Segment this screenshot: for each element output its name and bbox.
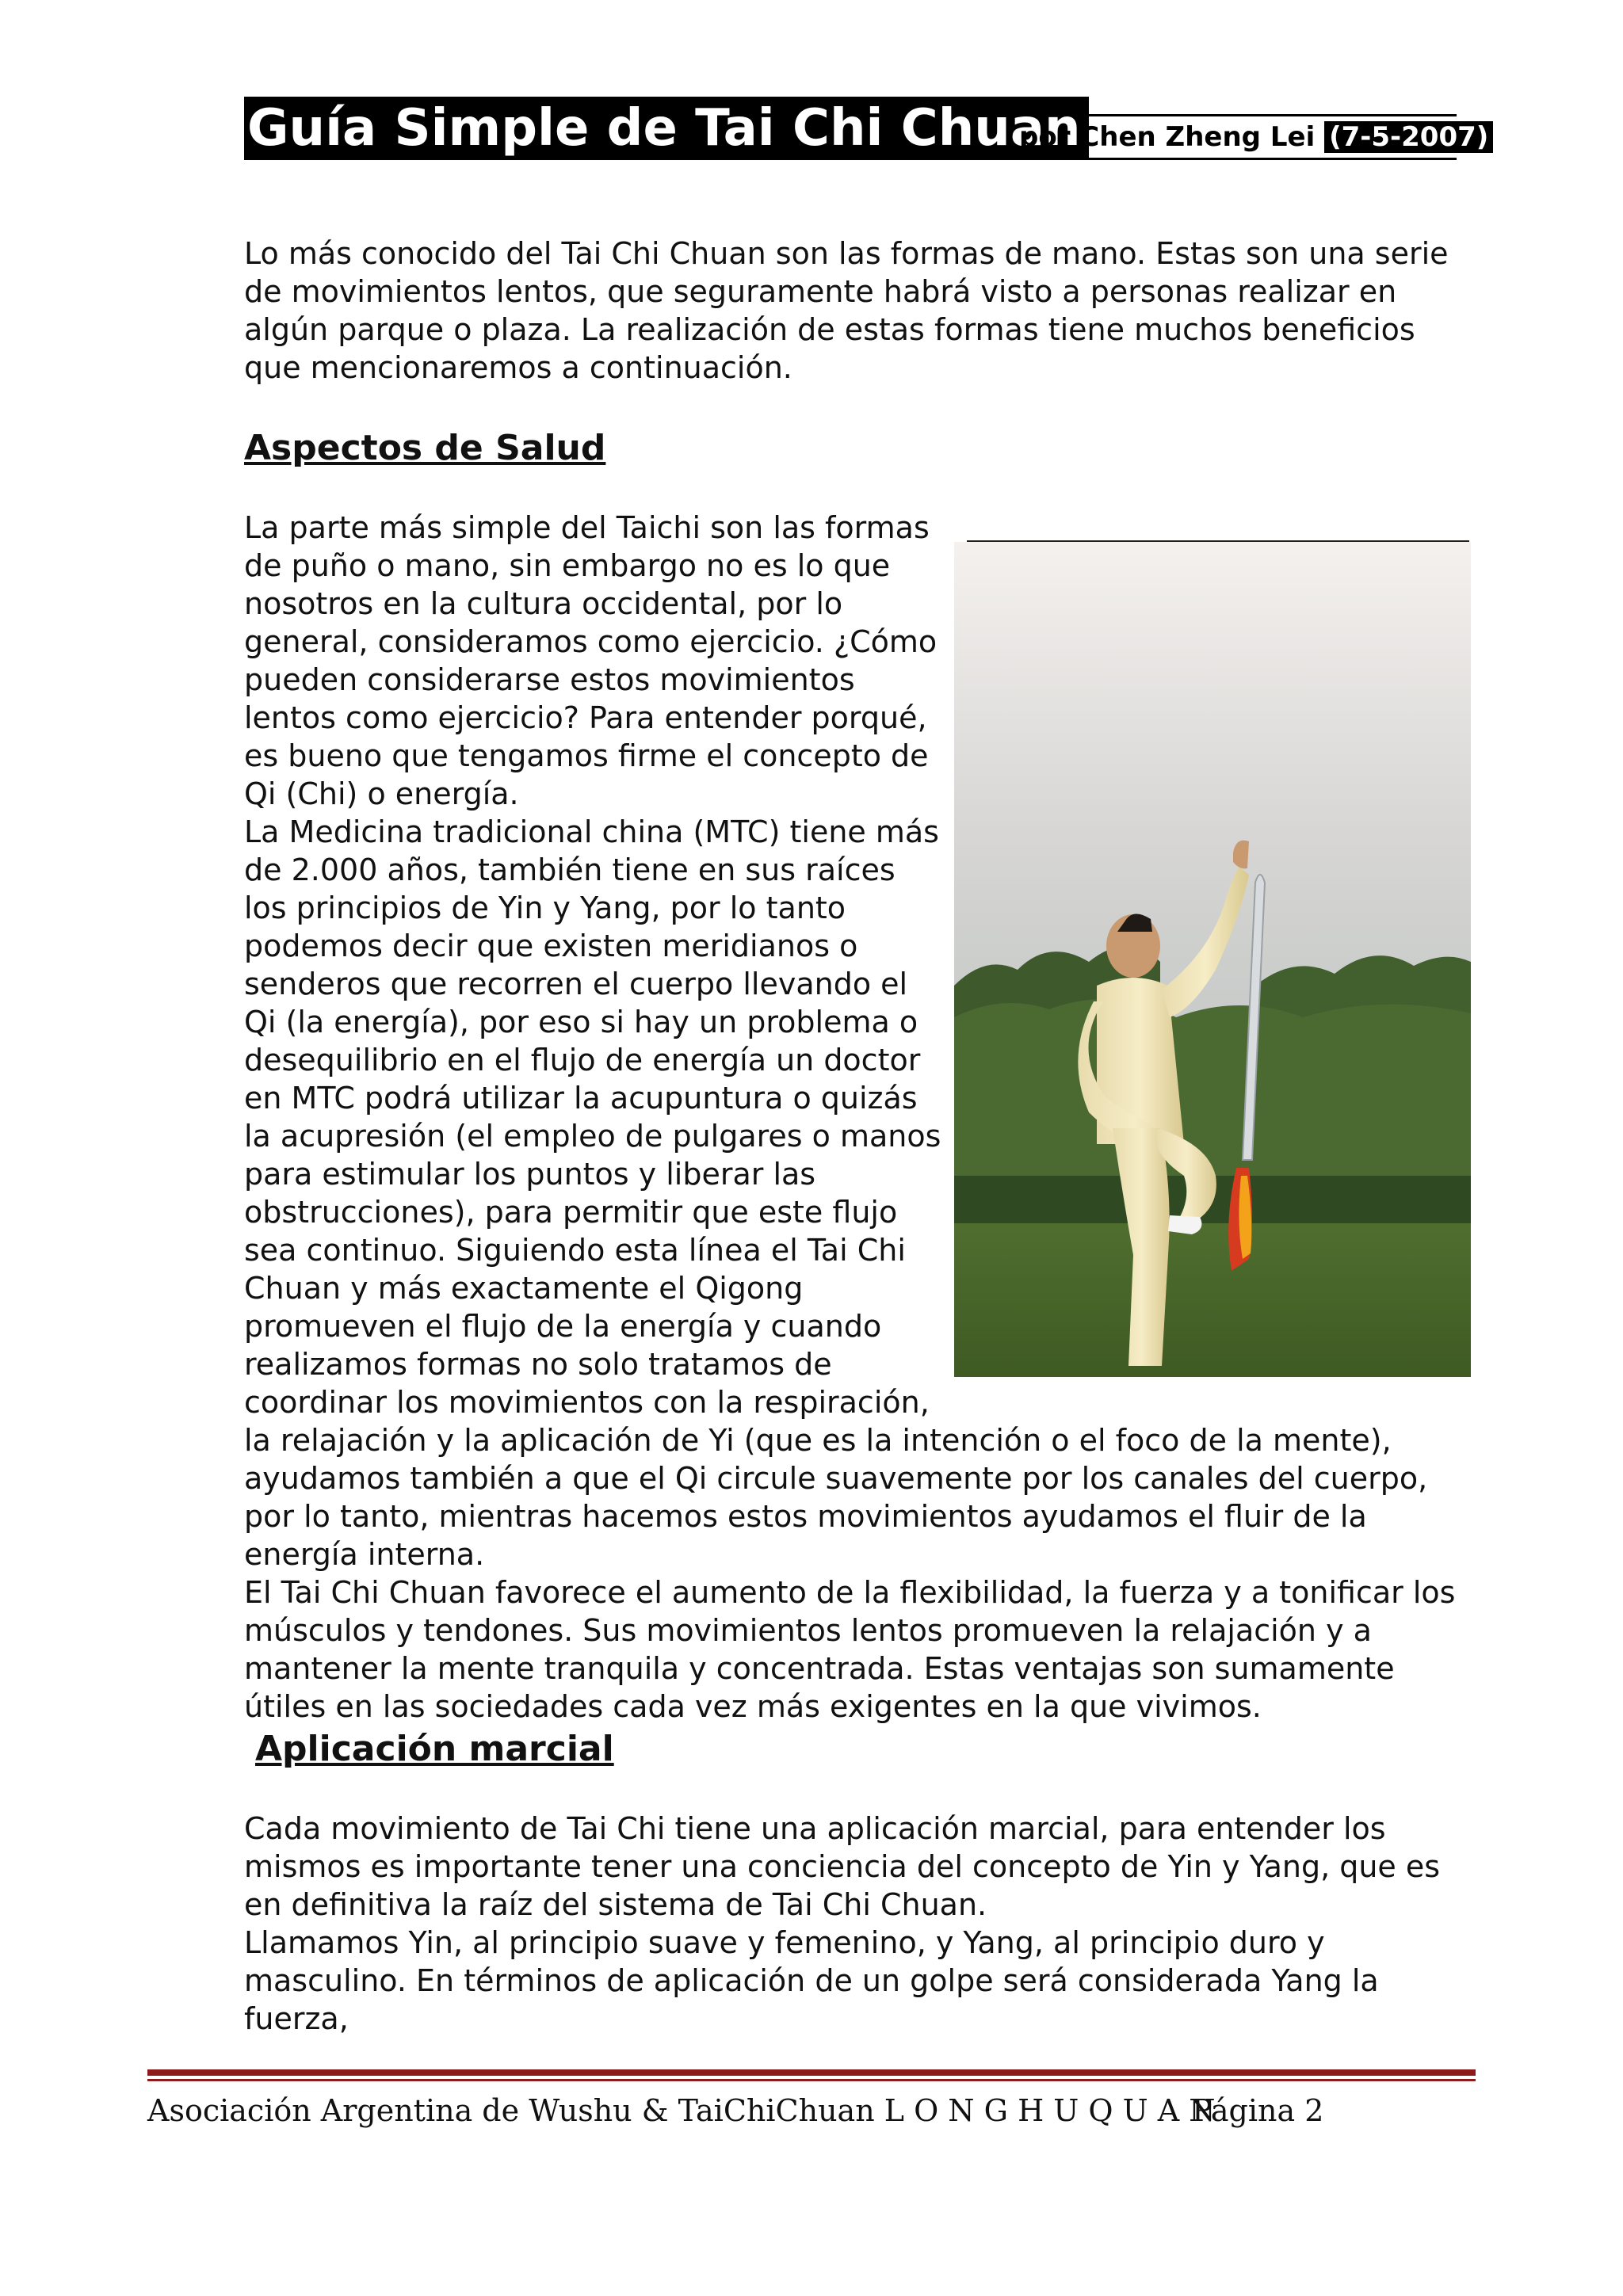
footer-rule-thin — [147, 2079, 1476, 2081]
salud-paragraph-2: La Medicina tradicional china (MTC) tiene más de 2.000 años, también tiene en sus raíces los principios de Yin y Yang, por lo tanto podemos decir que existen meridianos o senderos que recorren el cuerpo llevando el Qi (la energía), por eso si hay un problema o desequilibrio en el flujo de energía un doctor en MTC podrá utilizar la acupuntura o quizás la acupresión (el empleo de pulgares o manos para estimular los puntos y liberar las obstrucciones), para permitir que este flujo sea continuo. Siguiendo esta línea el Tai Chi Chuan y más exactamente el Qigong promueven el flujo de la energía y cuando realizamos formas no solo tratamos de coordinar los movimientos con la respiración, la relajación y la aplicación de Yi (que es la intención o el foco de la mente), ayudamos también a que el Qi circule suavemente por los canales del cuerpo, por lo tanto, mientras hacemos estos movimientos ayudamos el fluir de la energía interna. — [244, 814, 1428, 1572]
photo-illustration — [954, 542, 1471, 1377]
intro-paragraph: Lo más conocido del Tai Chi Chuan son las formas de mano. Estas son una serie de movimientos lentos, que seguramente habrá visto a personas realizar en algún parque o plaza. La realización de estas formas tiene muchos beneficios que mencionaremos a continuación. — [244, 236, 1449, 385]
page-footer — [147, 2088, 1476, 2133]
document-date: (7-5-2007) — [1324, 121, 1493, 153]
heading-aspectos-de-salud: Aspectos de Salud — [244, 428, 606, 468]
tai-chi-sword-photo — [954, 542, 1471, 1377]
heading-aplicacion-marcial: Aplicación marcial — [255, 1729, 614, 1769]
document-byline — [1011, 114, 1489, 160]
salud-paragraph-1: La parte más simple del Taichi son las formas de puño o mano, sin embargo no es lo que nosotros en la cultura occidental, por lo general, consideramos como ejercicio. ¿Cómo pueden considerarse estos movimientos lentos como ejercicio? Para entender porqué, es bueno que tengamos firme el concepto de Qi (Chi) o energía. — [244, 510, 938, 811]
footer-rule-thick — [147, 2069, 1476, 2076]
document-title: Guía Simple de Tai Chi Chuan — [244, 97, 1089, 160]
marcial-paragraph-1: Cada movimiento de Tai Chi tiene una aplicación marcial, para entender los mismos es importante tener una conciencia del concepto de Yin y Yang, que es en definitiva la raíz del sistema de Tai Chi Chuan. — [244, 1811, 1441, 1922]
marcial-body — [244, 1810, 1465, 2038]
footer-organization: Asociación Argentina de Wushu & TaiChiChuan L O N G H U Q U A N — [147, 2093, 1216, 2128]
author-line: por Chen Zheng Lei — [1019, 121, 1325, 153]
page-number: Página 2 — [1192, 2093, 1324, 2128]
marcial-paragraph-2: Llamamos Yin, al principio suave y femenino, y Yang, al principio duro y masculino. En términos de aplicación de un golpe será considerada Yang la fuerza, — [244, 1925, 1379, 2036]
page-header — [244, 97, 1489, 160]
salud-paragraph-3: El Tai Chi Chuan favorece el aumento de la flexibilidad, la fuerza y a tonificar los músculos y tendones. Sus movimientos lentos promueven la relajación y a mantener la mente tranquila y concentrada. Estas ventajas son sumamente útiles en las sociedades cada vez más exigentes en la que vivimos. — [244, 1575, 1456, 1724]
